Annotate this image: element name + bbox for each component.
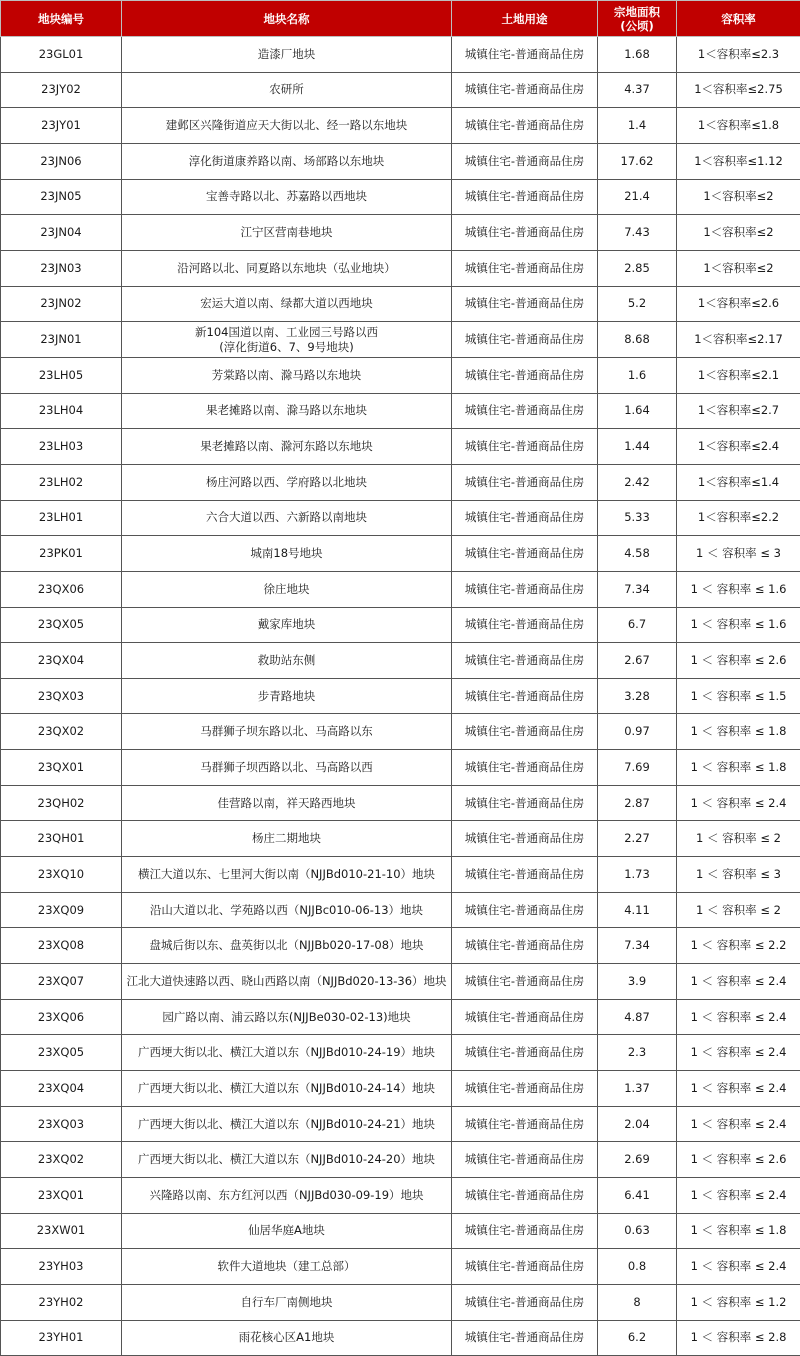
cell-usage: 城镇住宅-普通商品住房 xyxy=(452,357,598,393)
cell-area: 17.62 xyxy=(598,143,677,179)
cell-area: 6.7 xyxy=(598,607,677,643)
cell-name: 江宁区营南巷地块 xyxy=(122,215,452,251)
cell-far: 1 ＜ 容积率 ≤ 2.4 xyxy=(677,1035,800,1071)
cell-name: 江北大道快速路以西、晓山西路以南（NJJBd020-13-36）地块 xyxy=(122,964,452,1000)
cell-name: 广西埂大街以北、横江大道以东（NJJBd010-24-20）地块 xyxy=(122,1142,452,1178)
cell-name: 淳化街道康养路以南、场部路以东地块 xyxy=(122,143,452,179)
cell-area: 0.97 xyxy=(598,714,677,750)
header-name: 地块名称 xyxy=(122,1,452,37)
cell-area: 1.64 xyxy=(598,393,677,429)
header-row xyxy=(1,1,800,37)
cell-area: 3.28 xyxy=(598,678,677,714)
cell-area: 7.34 xyxy=(598,571,677,607)
cell-name xyxy=(122,322,452,358)
cell-code: 23JY02 xyxy=(1,72,122,108)
cell-code: 23YH01 xyxy=(1,1320,122,1356)
cell-name: 广西埂大街以北、横江大道以东（NJJBd010-24-19）地块 xyxy=(122,1035,452,1071)
cell-name: 步青路地块 xyxy=(122,678,452,714)
cell-far: 1 ＜ 容积率 ≤ 2.4 xyxy=(677,964,800,1000)
cell-far: 1 ＜ 容积率 ≤ 3 xyxy=(677,536,800,572)
cell-name-line2: (淳化街道6、7、9号地块) xyxy=(219,340,353,354)
cell-area: 1.4 xyxy=(598,108,677,144)
cell-code: 23PK01 xyxy=(1,536,122,572)
cell-name: 戴家库地块 xyxy=(122,607,452,643)
cell-code: 23XQ10 xyxy=(1,857,122,893)
cell-name: 城南18号地块 xyxy=(122,536,452,572)
cell-usage: 城镇住宅-普通商品住房 xyxy=(452,821,598,857)
cell-usage: 城镇住宅-普通商品住房 xyxy=(452,1142,598,1178)
cell-usage: 城镇住宅-普通商品住房 xyxy=(452,714,598,750)
cell-code: 23JN03 xyxy=(1,250,122,286)
cell-area: 4.11 xyxy=(598,892,677,928)
cell-code: 23JY01 xyxy=(1,108,122,144)
cell-area: 2.87 xyxy=(598,785,677,821)
cell-name: 广西埂大街以北、横江大道以东（NJJBd010-24-21）地块 xyxy=(122,1106,452,1142)
cell-usage: 城镇住宅-普通商品住房 xyxy=(452,892,598,928)
table-row xyxy=(1,429,800,465)
cell-area: 2.67 xyxy=(598,643,677,679)
cell-usage: 城镇住宅-普通商品住房 xyxy=(452,464,598,500)
cell-code: 23JN05 xyxy=(1,179,122,215)
cell-area: 7.69 xyxy=(598,750,677,786)
cell-code: 23XQ03 xyxy=(1,1106,122,1142)
cell-usage: 城镇住宅-普通商品住房 xyxy=(452,1284,598,1320)
cell-name: 盘城后街以东、盘英街以北（NJJBb020-17-08）地块 xyxy=(122,928,452,964)
cell-name: 果老摊路以南、滁河东路以东地块 xyxy=(122,429,452,465)
cell-usage: 城镇住宅-普通商品住房 xyxy=(452,1035,598,1071)
cell-usage: 城镇住宅-普通商品住房 xyxy=(452,571,598,607)
cell-code: 23YH02 xyxy=(1,1284,122,1320)
cell-area: 4.87 xyxy=(598,999,677,1035)
cell-area: 2.04 xyxy=(598,1106,677,1142)
cell-name: 仙居华庭A地块 xyxy=(122,1213,452,1249)
cell-code: 23LH03 xyxy=(1,429,122,465)
cell-name: 造漆厂地块 xyxy=(122,37,452,73)
cell-far: 1＜容积率≤2.7 xyxy=(677,393,800,429)
cell-far: 1 ＜ 容积率 ≤ 1.8 xyxy=(677,1213,800,1249)
table-row xyxy=(1,928,800,964)
cell-code: 23XQ08 xyxy=(1,928,122,964)
table-row xyxy=(1,250,800,286)
cell-usage: 城镇住宅-普通商品住房 xyxy=(452,393,598,429)
cell-usage: 城镇住宅-普通商品住房 xyxy=(452,1178,598,1214)
cell-far: 1 ＜ 容积率 ≤ 2.2 xyxy=(677,928,800,964)
cell-code: 23QX04 xyxy=(1,643,122,679)
table-row xyxy=(1,393,800,429)
cell-usage: 城镇住宅-普通商品住房 xyxy=(452,1249,598,1285)
cell-code: 23XQ05 xyxy=(1,1035,122,1071)
cell-name: 宝善寺路以北、苏嘉路以西地块 xyxy=(122,179,452,215)
cell-usage: 城镇住宅-普通商品住房 xyxy=(452,37,598,73)
cell-far: 1 ＜ 容积率 ≤ 2 xyxy=(677,892,800,928)
cell-far: 1＜容积率≤1.4 xyxy=(677,464,800,500)
cell-code: 23LH01 xyxy=(1,500,122,536)
cell-name: 佳营路以南，祥天路西地块 xyxy=(122,785,452,821)
cell-usage: 城镇住宅-普通商品住房 xyxy=(452,1106,598,1142)
cell-area: 0.8 xyxy=(598,1249,677,1285)
cell-usage: 城镇住宅-普通商品住房 xyxy=(452,250,598,286)
cell-name: 救助站东侧 xyxy=(122,643,452,679)
cell-area: 2.69 xyxy=(598,1142,677,1178)
table-row xyxy=(1,215,800,251)
cell-far: 1 ＜ 容积率 ≤ 1.8 xyxy=(677,750,800,786)
cell-far: 1＜容积率≤2.6 xyxy=(677,286,800,322)
cell-code: 23XQ09 xyxy=(1,892,122,928)
table-row xyxy=(1,1178,800,1214)
cell-code: 23JN01 xyxy=(1,322,122,358)
cell-name: 芳棠路以南、滁马路以东地块 xyxy=(122,357,452,393)
cell-code: 23GL01 xyxy=(1,37,122,73)
cell-far: 1 ＜ 容积率 ≤ 2 xyxy=(677,821,800,857)
cell-area: 1.37 xyxy=(598,1071,677,1107)
cell-far: 1＜容积率≤2 xyxy=(677,250,800,286)
cell-area: 4.58 xyxy=(598,536,677,572)
cell-code: 23QX02 xyxy=(1,714,122,750)
cell-area: 5.2 xyxy=(598,286,677,322)
cell-name: 广西埂大街以北、横江大道以东（NJJBd010-24-14）地块 xyxy=(122,1071,452,1107)
table-row xyxy=(1,750,800,786)
table-row xyxy=(1,1035,800,1071)
cell-far: 1 ＜ 容积率 ≤ 2.4 xyxy=(677,785,800,821)
table-header xyxy=(1,1,800,37)
cell-area: 0.63 xyxy=(598,1213,677,1249)
cell-name: 农研所 xyxy=(122,72,452,108)
cell-code: 23JN04 xyxy=(1,215,122,251)
header-code: 地块编号 xyxy=(1,1,122,37)
cell-area: 6.41 xyxy=(598,1178,677,1214)
cell-area: 4.37 xyxy=(598,72,677,108)
cell-usage: 城镇住宅-普通商品住房 xyxy=(452,999,598,1035)
cell-name: 宏运大道以南、绿都大道以西地块 xyxy=(122,286,452,322)
table-row xyxy=(1,464,800,500)
cell-code: 23QH02 xyxy=(1,785,122,821)
cell-far: 1＜容积率≤2.75 xyxy=(677,72,800,108)
table-row xyxy=(1,1142,800,1178)
table-body xyxy=(1,37,800,1356)
cell-area: 2.27 xyxy=(598,821,677,857)
table-row xyxy=(1,179,800,215)
table-row xyxy=(1,108,800,144)
cell-usage: 城镇住宅-普通商品住房 xyxy=(452,1071,598,1107)
table-row xyxy=(1,643,800,679)
cell-code: 23XQ07 xyxy=(1,964,122,1000)
table-row xyxy=(1,785,800,821)
cell-name-line1: 新104国道以南、工业园三号路以西 xyxy=(195,325,378,339)
table-row xyxy=(1,1071,800,1107)
cell-usage: 城镇住宅-普通商品住房 xyxy=(452,108,598,144)
cell-far: 1＜容积率≤2.4 xyxy=(677,429,800,465)
table-row xyxy=(1,607,800,643)
cell-code: 23JN06 xyxy=(1,143,122,179)
cell-area: 1.73 xyxy=(598,857,677,893)
table-row xyxy=(1,821,800,857)
cell-usage: 城镇住宅-普通商品住房 xyxy=(452,678,598,714)
table-row xyxy=(1,286,800,322)
cell-area: 6.2 xyxy=(598,1320,677,1356)
cell-code: 23QH01 xyxy=(1,821,122,857)
cell-area: 1.44 xyxy=(598,429,677,465)
cell-code: 23JN02 xyxy=(1,286,122,322)
table-row xyxy=(1,1213,800,1249)
cell-usage: 城镇住宅-普通商品住房 xyxy=(452,928,598,964)
table-row xyxy=(1,571,800,607)
cell-area: 2.85 xyxy=(598,250,677,286)
cell-far: 1＜容积率≤1.8 xyxy=(677,108,800,144)
cell-far: 1＜容积率≤2.17 xyxy=(677,322,800,358)
cell-far: 1 ＜ 容积率 ≤ 2.6 xyxy=(677,643,800,679)
cell-area: 2.42 xyxy=(598,464,677,500)
cell-area: 21.4 xyxy=(598,179,677,215)
cell-usage: 城镇住宅-普通商品住房 xyxy=(452,785,598,821)
cell-usage: 城镇住宅-普通商品住房 xyxy=(452,72,598,108)
cell-name: 横江大道以东、七里河大街以南（NJJBd010-21-10）地块 xyxy=(122,857,452,893)
cell-area: 5.33 xyxy=(598,500,677,536)
table-row xyxy=(1,1106,800,1142)
cell-far: 1 ＜ 容积率 ≤ 3 xyxy=(677,857,800,893)
cell-far: 1 ＜ 容积率 ≤ 2.4 xyxy=(677,1249,800,1285)
cell-far: 1＜容积率≤2 xyxy=(677,215,800,251)
cell-usage: 城镇住宅-普通商品住房 xyxy=(452,964,598,1000)
cell-name: 园广路以南、浦云路以东(NJJBe030-02-13)地块 xyxy=(122,999,452,1035)
cell-name: 果老摊路以南、滁马路以东地块 xyxy=(122,393,452,429)
cell-area: 1.6 xyxy=(598,357,677,393)
cell-usage: 城镇住宅-普通商品住房 xyxy=(452,1320,598,1356)
cell-name: 兴隆路以南、东方红河以西（NJJBd030-09-19）地块 xyxy=(122,1178,452,1214)
header-area-line1: 宗地面积 xyxy=(614,5,660,19)
cell-far: 1＜容积率≤2.1 xyxy=(677,357,800,393)
cell-code: 23LH05 xyxy=(1,357,122,393)
cell-usage: 城镇住宅-普通商品住房 xyxy=(452,179,598,215)
cell-far: 1 ＜ 容积率 ≤ 1.2 xyxy=(677,1284,800,1320)
cell-code: 23XQ01 xyxy=(1,1178,122,1214)
table-row xyxy=(1,857,800,893)
cell-code: 23QX05 xyxy=(1,607,122,643)
table-row xyxy=(1,714,800,750)
cell-area: 3.9 xyxy=(598,964,677,1000)
cell-usage: 城镇住宅-普通商品住房 xyxy=(452,750,598,786)
cell-name: 六合大道以西、六新路以南地块 xyxy=(122,500,452,536)
table-row xyxy=(1,500,800,536)
cell-far: 1＜容积率≤2.2 xyxy=(677,500,800,536)
cell-code: 23QX06 xyxy=(1,571,122,607)
cell-far: 1 ＜ 容积率 ≤ 2.8 xyxy=(677,1320,800,1356)
table-row xyxy=(1,678,800,714)
header-area-line2: (公顷) xyxy=(620,19,654,33)
cell-far: 1＜容积率≤2.3 xyxy=(677,37,800,73)
cell-area: 8 xyxy=(598,1284,677,1320)
cell-name: 杨庄河路以西、学府路以北地块 xyxy=(122,464,452,500)
cell-usage: 城镇住宅-普通商品住房 xyxy=(452,500,598,536)
cell-area: 1.68 xyxy=(598,37,677,73)
header-area xyxy=(598,1,677,37)
table-row xyxy=(1,72,800,108)
cell-name: 建邺区兴隆街道应天大街以北、经一路以东地块 xyxy=(122,108,452,144)
header-far: 容积率 xyxy=(677,1,800,37)
cell-code: 23QX01 xyxy=(1,750,122,786)
cell-name: 沿山大道以北、学苑路以西（NJJBc010-06-13）地块 xyxy=(122,892,452,928)
table-row xyxy=(1,999,800,1035)
cell-code: 23YH03 xyxy=(1,1249,122,1285)
header-usage: 土地用途 xyxy=(452,1,598,37)
table-row xyxy=(1,37,800,73)
cell-usage: 城镇住宅-普通商品住房 xyxy=(452,322,598,358)
cell-far: 1 ＜ 容积率 ≤ 2.4 xyxy=(677,1106,800,1142)
cell-far: 1 ＜ 容积率 ≤ 1.5 xyxy=(677,678,800,714)
table-row xyxy=(1,322,800,358)
table-row xyxy=(1,1320,800,1356)
cell-usage: 城镇住宅-普通商品住房 xyxy=(452,643,598,679)
cell-usage: 城镇住宅-普通商品住房 xyxy=(452,286,598,322)
cell-usage: 城镇住宅-普通商品住房 xyxy=(452,429,598,465)
cell-usage: 城镇住宅-普通商品住房 xyxy=(452,607,598,643)
cell-code: 23XQ02 xyxy=(1,1142,122,1178)
cell-far: 1 ＜ 容积率 ≤ 2.4 xyxy=(677,1071,800,1107)
cell-code: 23XQ04 xyxy=(1,1071,122,1107)
cell-usage: 城镇住宅-普通商品住房 xyxy=(452,1213,598,1249)
cell-code: 23XQ06 xyxy=(1,999,122,1035)
cell-name: 雨花核心区A1地块 xyxy=(122,1320,452,1356)
table-row xyxy=(1,892,800,928)
cell-code: 23LH04 xyxy=(1,393,122,429)
cell-far: 1 ＜ 容积率 ≤ 1.6 xyxy=(677,571,800,607)
cell-code: 23QX03 xyxy=(1,678,122,714)
cell-area: 7.34 xyxy=(598,928,677,964)
cell-area: 2.3 xyxy=(598,1035,677,1071)
cell-code: 23LH02 xyxy=(1,464,122,500)
cell-name: 软件大道地块（建工总部） xyxy=(122,1249,452,1285)
table-row xyxy=(1,536,800,572)
cell-far: 1 ＜ 容积率 ≤ 2.4 xyxy=(677,1178,800,1214)
cell-far: 1＜容积率≤1.12 xyxy=(677,143,800,179)
cell-far: 1 ＜ 容积率 ≤ 1.8 xyxy=(677,714,800,750)
table-row xyxy=(1,1249,800,1285)
cell-usage: 城镇住宅-普通商品住房 xyxy=(452,536,598,572)
cell-area: 8.68 xyxy=(598,322,677,358)
cell-far: 1 ＜ 容积率 ≤ 2.6 xyxy=(677,1142,800,1178)
table-row xyxy=(1,143,800,179)
table-row xyxy=(1,964,800,1000)
cell-far: 1＜容积率≤2 xyxy=(677,179,800,215)
cell-far: 1 ＜ 容积率 ≤ 1.6 xyxy=(677,607,800,643)
cell-name: 马群狮子坝东路以北、马高路以东 xyxy=(122,714,452,750)
cell-name: 徐庄地块 xyxy=(122,571,452,607)
table-row xyxy=(1,1284,800,1320)
cell-name: 自行车厂南侧地块 xyxy=(122,1284,452,1320)
table-row xyxy=(1,357,800,393)
cell-area: 7.43 xyxy=(598,215,677,251)
cell-name: 沿河路以北、同夏路以东地块（弘业地块） xyxy=(122,250,452,286)
cell-name: 杨庄二期地块 xyxy=(122,821,452,857)
cell-name: 马群狮子坝西路以北、马高路以西 xyxy=(122,750,452,786)
cell-usage: 城镇住宅-普通商品住房 xyxy=(452,143,598,179)
cell-usage: 城镇住宅-普通商品住房 xyxy=(452,857,598,893)
cell-code: 23XW01 xyxy=(1,1213,122,1249)
cell-far: 1 ＜ 容积率 ≤ 2.4 xyxy=(677,999,800,1035)
cell-usage: 城镇住宅-普通商品住房 xyxy=(452,215,598,251)
